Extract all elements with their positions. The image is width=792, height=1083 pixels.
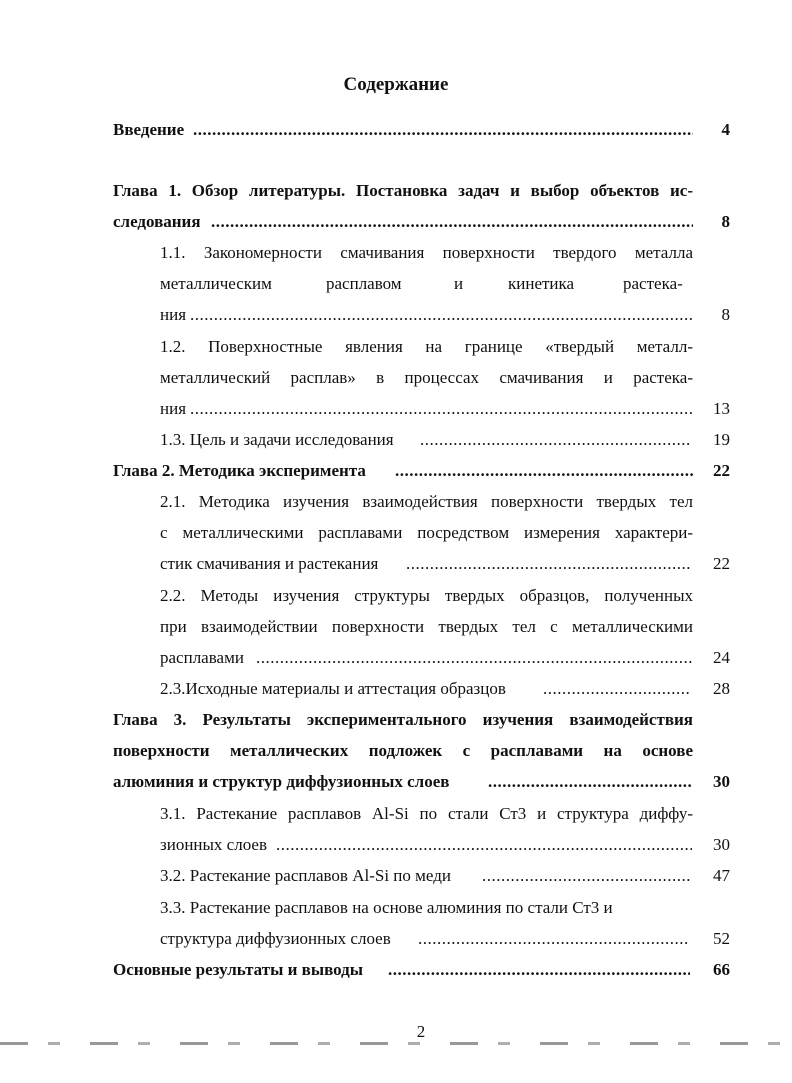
toc-word: и <box>454 274 464 293</box>
toc-entry-text: 2.3.Исходные материалы и аттестация образцов <box>160 679 506 698</box>
toc-leader <box>388 959 690 981</box>
toc-leader <box>395 460 693 482</box>
toc-leader <box>482 865 690 887</box>
toc-leader <box>406 553 692 575</box>
toc-leader <box>418 928 690 950</box>
toc-page: 30 <box>713 835 730 854</box>
toc-page: 8 <box>721 212 730 231</box>
toc-entry-text: Глава 3. Результаты экспериментального изучения взаимодействия <box>113 710 693 729</box>
toc-leader <box>256 647 692 669</box>
toc-page: 4 <box>721 120 730 139</box>
toc-entry-text-cont: с металлическими расплавами посредством измерения характери- <box>160 523 693 542</box>
toc-page: 52 <box>713 929 730 948</box>
toc-entry-text-cont: при взаимодействии поверхности твердых тел с металлическими <box>160 617 693 636</box>
toc-page: 66 <box>713 960 730 979</box>
toc-leader <box>543 678 691 700</box>
toc-leader <box>276 834 692 856</box>
toc-leader <box>190 398 692 420</box>
toc-word: кинетика <box>508 274 575 293</box>
toc-leader <box>190 304 692 326</box>
toc-page: 30 <box>713 772 730 791</box>
toc-entry-text-cont: металлический расплав» в процессах смачивания и растека- <box>160 368 693 387</box>
toc-entry-text-cont: поверхности металлических подложек с расплавами на основе <box>113 741 693 760</box>
toc-entry-text: 3.1. Растекание расплавов Al-Si по стали Ст3 и структура диффу- <box>160 804 693 823</box>
toc-word: металлическим <box>160 274 272 293</box>
toc-entry-text: 3.2. Растекание расплавов Al-Si по меди <box>160 866 451 885</box>
toc-word: растека- <box>623 274 683 293</box>
toc-entry-text-cont: следования <box>113 212 201 231</box>
toc-entry-text: 3.3. Растекание расплавов на основе алюминия по стали Ст3 и <box>160 898 613 917</box>
toc-entry-text-cont: ния <box>160 305 187 324</box>
toc-word: расплавом <box>326 274 402 293</box>
toc-entry-text: 1.3. Цель и задачи исследования <box>160 430 394 449</box>
toc-page: 22 <box>713 461 730 480</box>
toc-leader <box>211 211 693 233</box>
scan-artifact-line <box>0 1042 792 1045</box>
toc-page: 8 <box>721 305 730 324</box>
toc-entry-text-cont: расплавами <box>160 648 244 667</box>
toc-entry-text: Глава 2. Методика эксперимента <box>113 461 366 480</box>
page-number: 2 <box>416 1022 426 1041</box>
page-title: Содержание <box>343 74 449 95</box>
toc-entry-text-cont: стик смачивания и растекания <box>160 554 379 573</box>
toc-page: 24 <box>713 648 730 667</box>
toc-page: 22 <box>713 554 730 573</box>
toc-entry-text-cont: зионных слоев <box>160 835 267 854</box>
toc-leader <box>193 119 693 141</box>
toc-entry-text-cont: структура диффузионных слоев <box>160 929 391 948</box>
toc-entry-text: Глава 1. Обзор литературы. Постановка задач и выбор объектов ис- <box>113 181 693 200</box>
toc-page: 19 <box>713 430 730 449</box>
toc-entry-text-cont: алюминия и структур диффузионных слоев <box>113 772 450 791</box>
toc-entry-text-cont: ния <box>160 399 187 418</box>
toc-entry-text: 1.2. Поверхностные явления на границе «твердый металл- <box>160 337 693 356</box>
toc-entry-text: Основные результаты и выводы <box>113 960 364 979</box>
toc-page: 13 <box>713 399 730 418</box>
toc-entry-text: 1.1. Закономерности смачивания поверхности твердого металла <box>160 243 693 262</box>
toc-page: 28 <box>713 679 730 698</box>
toc-leader <box>420 429 690 451</box>
toc-page: 47 <box>713 866 730 885</box>
toc-leader <box>488 771 693 793</box>
toc-entry-text: 2.1. Методика изучения взаимодействия поверхности твердых тел <box>160 492 693 511</box>
toc-entry-text: Введение <box>113 120 185 139</box>
toc-entry-text: 2.2. Методы изучения структуры твердых образцов, полученных <box>160 586 693 605</box>
